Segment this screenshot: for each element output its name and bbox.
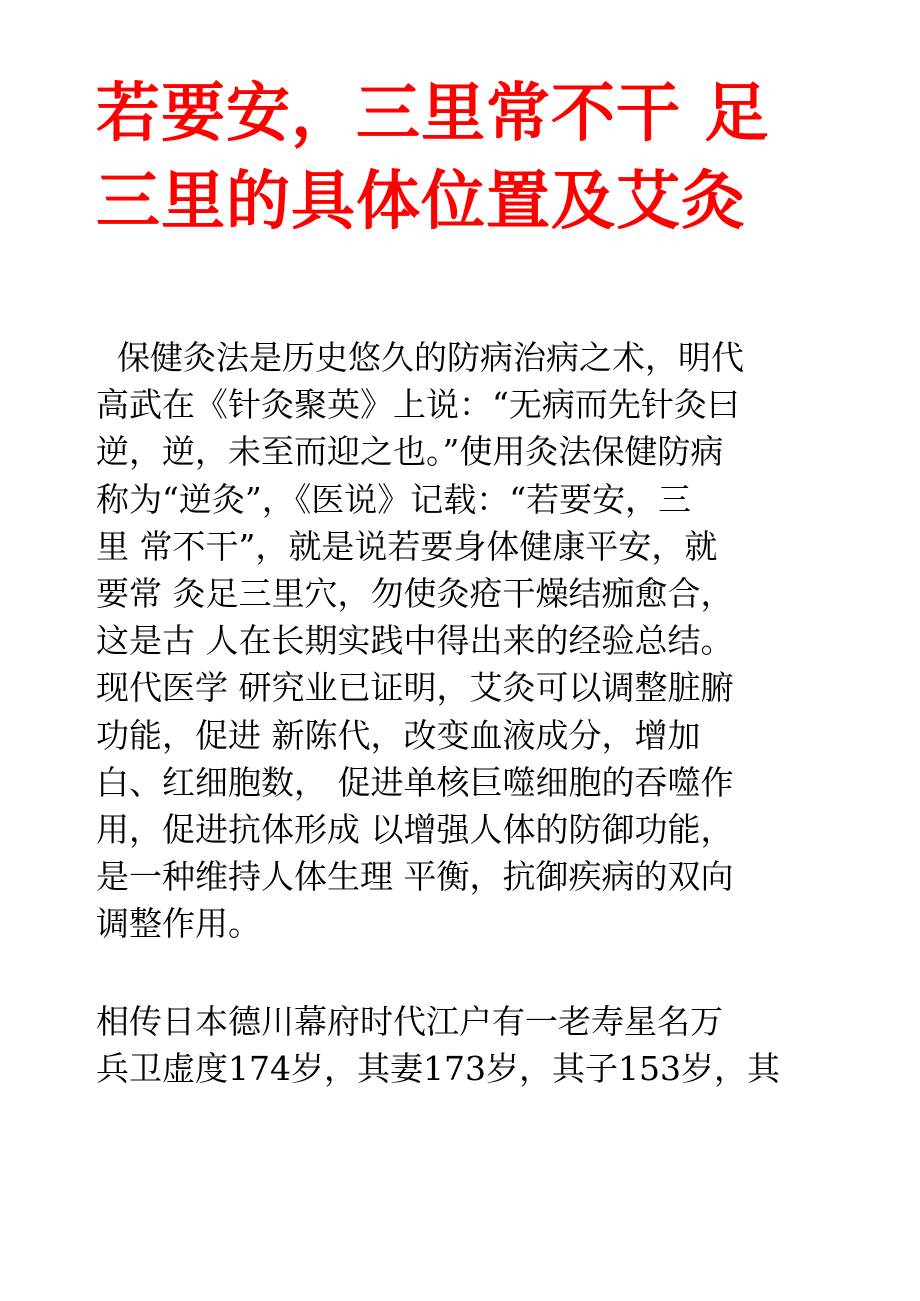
paragraph-line: 相传日本德川幕府时代江户有一老寿星名万 (96, 1002, 723, 1041)
paragraph-line: 这是古 人在长期实践中得出来的经验总结。 (96, 621, 734, 661)
body-paragraph-2 (96, 998, 836, 1092)
paragraph-line: 白、红细胞数， 促进单核巨噬细胞的吞噬作 (96, 762, 734, 802)
title-line: 若要安，三里常不干 足 (96, 77, 770, 151)
paragraph-line: 兵卫虚度174岁，其妻173岁，其子153岁，其 (96, 1049, 780, 1089)
body-paragraph-1 (96, 334, 836, 948)
document-title (96, 70, 836, 246)
paragraph-line: 里 常不干”，就是说若要身体健康平安，就 (96, 526, 718, 566)
paragraph-line: 高武在《针灸聚英》上说：“无病而先针灸曰 (96, 385, 740, 425)
paragraph-line: 逆，逆，未至而迎之也。”使用灸法保健防病 (96, 432, 724, 472)
paragraph-line: 保健灸法是历史悠久的防病治病之术，明代 (96, 338, 744, 377)
paragraph-line: 调整作用。 (96, 904, 261, 944)
paragraph-line: 称为“逆灸”，《医说》记载：“若要安，三 (96, 479, 692, 519)
paragraph-line: 用，促进抗体形成 以增强人体的防御功能， (96, 810, 734, 850)
paragraph-line: 要常 灸足三里穴，勿使灸疮干燥结痂愈合， (96, 574, 734, 614)
paragraph-line: 现代医学 研究业已证明，艾灸可以调整脏腑 (96, 668, 734, 708)
paragraph-line: 是一种维持人体生理 平衡，抗御疾病的双向 (96, 857, 734, 897)
title-line: 三里的具体位置及艾灸 (96, 165, 746, 239)
paragraph-line: 功能，促进 新陈代，改变血液成分，增加 (96, 715, 701, 755)
